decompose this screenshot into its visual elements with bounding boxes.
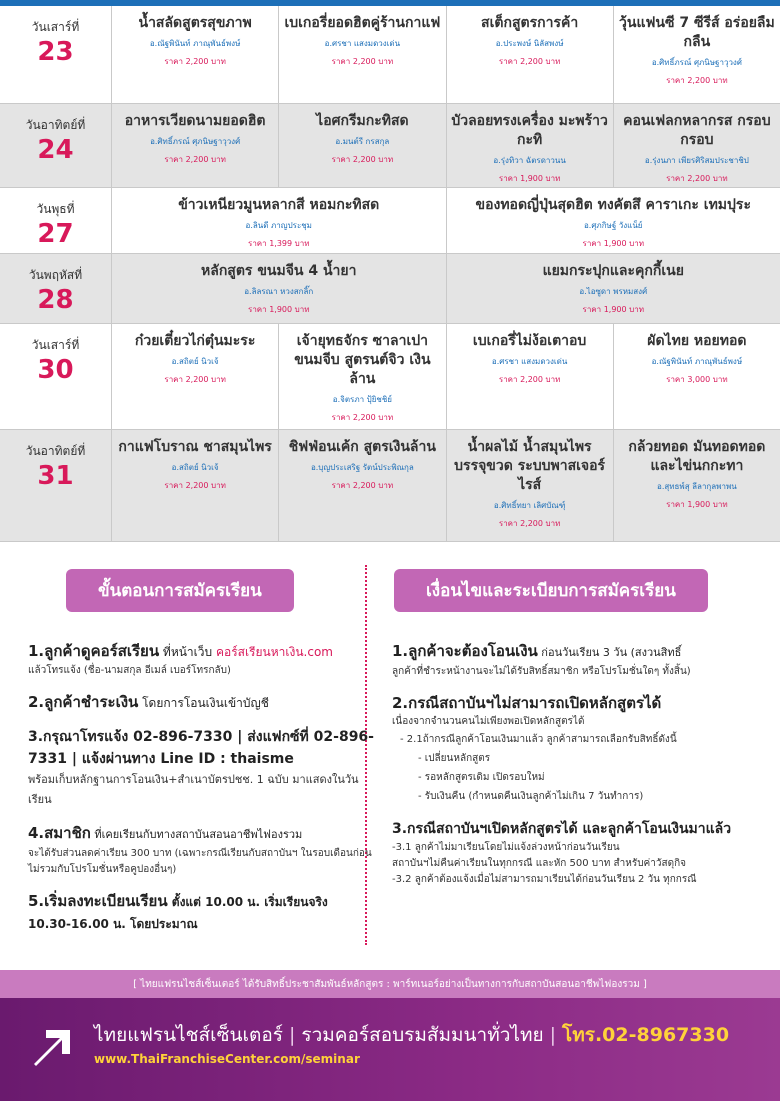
registration-conditions-header: เงื่อนไขและระเบียบการสมัครเรียน bbox=[394, 569, 708, 612]
condition-1 bbox=[392, 640, 762, 680]
course-card[interactable] bbox=[112, 430, 279, 541]
condition-3 bbox=[392, 818, 762, 888]
step-3-title: 3.กรุณาโทรแจ้ง 02-896-7330 | ส่งแฟกซ์ที่ 02-896-7331 | แจ้งผ่านทาง Line ID : thaisme bbox=[28, 729, 374, 767]
schedule-row bbox=[0, 254, 780, 324]
course-title: คอนเฟลกหลากรส กรอบ กรอบ bbox=[623, 113, 771, 148]
condition-1-title: 1.ลูกค้าจะต้องโอนเงิน bbox=[392, 642, 538, 660]
step-1 bbox=[28, 640, 378, 679]
date-cell bbox=[0, 430, 112, 541]
course-card[interactable] bbox=[447, 430, 614, 541]
course-instructor: อ.ศรชา แสงมดวงเด่น bbox=[491, 357, 568, 366]
course-price: ราคา 2,200 บาท bbox=[164, 375, 226, 384]
step-3 bbox=[28, 726, 378, 810]
course-title: น้ำผลไม้ น้ำสมุนไพร บรรจุขวด ระบบพาสเจอร์ไรส์ bbox=[454, 439, 606, 493]
footer-banner bbox=[0, 970, 780, 1101]
day-name: วันพฤหัสที่ bbox=[28, 268, 83, 282]
condition-1-detail: ก่อนวันเรียน 3 วัน (สงวนสิทธิ์ bbox=[537, 646, 682, 659]
course-card[interactable] bbox=[447, 6, 614, 103]
course-price: ราคา 1,900 บาท bbox=[248, 305, 310, 314]
condition-3-title: 3.กรณีสถาบันฯเปิดหลักสูตรได้ และลูกค้าโอนเงินมาแล้ว bbox=[392, 821, 732, 837]
condition-3-2: -3.2 ลูกค้าต้องแจ้งเมื่อไม่สามารถมาเรียนได้ก่อนวันเรียน 2 วัน ทุกกรณี bbox=[392, 874, 697, 885]
course-instructor: อ.รุ่งนภา เพียรศิริสมประชาชิป bbox=[644, 156, 749, 165]
course-card[interactable] bbox=[112, 104, 279, 187]
course-title: กาแฟโบราณ ชาสมุนไพร bbox=[118, 439, 272, 455]
course-price: ราคา 2,200 บาท bbox=[331, 481, 394, 490]
course-title: ผัดไทย หอยทอด bbox=[647, 333, 747, 349]
course-title: ชิฟฟ่อนเค้ก สูตรเงินล้าน bbox=[288, 439, 436, 455]
course-instructor: อ.ลิลรณา หวงสกลิ๊ก bbox=[244, 287, 314, 296]
course-price: ราคา 2,200 บาท bbox=[331, 413, 394, 422]
course-instructor: อ.รุ่งทิวา ฉัตรดาวนน bbox=[493, 156, 566, 165]
date-cell bbox=[0, 254, 112, 323]
course-price: ราคา 2,200 บาท bbox=[164, 155, 226, 164]
course-title: น้ำสลัดสูตรสุขภาพ bbox=[138, 15, 252, 31]
schedule-row bbox=[0, 104, 780, 188]
course-title: ของทอดญี่ปุ่นสุดฮิต ทงคัตสึ คาราเกะ เทมปุระ bbox=[475, 197, 751, 213]
registration-steps bbox=[28, 569, 378, 947]
day-number: 30 bbox=[37, 355, 74, 385]
course-card[interactable] bbox=[447, 324, 614, 429]
course-card[interactable] bbox=[112, 254, 447, 323]
course-price: ราคา 2,200 บาท bbox=[666, 174, 728, 183]
partner-note-strip bbox=[0, 970, 780, 998]
course-price: ราคา 2,200 บาท bbox=[498, 519, 561, 528]
course-card[interactable] bbox=[447, 104, 614, 187]
course-price: ราคา 1,900 บาท bbox=[666, 500, 728, 509]
day-number: 23 bbox=[37, 37, 74, 67]
step-5 bbox=[28, 890, 378, 935]
course-price: ราคา 1,900 บาท bbox=[582, 239, 644, 248]
course-card[interactable] bbox=[614, 6, 780, 103]
course-card[interactable] bbox=[614, 324, 780, 429]
course-card[interactable] bbox=[112, 324, 279, 429]
step-3-sub: พร้อมเก็บหลักฐานการโอนเงิน+สำเนาบัตรปชช. 1 ฉบับ มาแสดงในวันเรียน bbox=[28, 773, 359, 806]
course-price: ราคา 1,900 บาท bbox=[582, 305, 644, 314]
course-price: ราคา 1,900 บาท bbox=[498, 174, 561, 183]
step-4-sub: จะได้รับส่วนลดค่าเรียน 300 บาท (เฉพาะกรณีเรียนกับสถาบันฯ ในรอบเดือนก่อน ไม่รวมกับโปรโมชั่นหรือคูปองอื่นๆ) bbox=[28, 848, 372, 875]
course-title: บัวลอยทรงเครื่อง มะพร้าวกะทิ bbox=[451, 113, 608, 148]
brand-tagline: รวมคอร์สอบรมสัมมนาทั่วไทย bbox=[301, 1024, 544, 1046]
schedule-row bbox=[0, 6, 780, 104]
course-schedule bbox=[0, 6, 780, 542]
day-number: 27 bbox=[37, 219, 74, 249]
course-card[interactable] bbox=[614, 430, 780, 541]
course-instructor: อ.ประพงษ์ นิลัสพงษ์ bbox=[495, 39, 564, 48]
course-title: สเต็กสูตรการค้า bbox=[481, 15, 579, 31]
course-title: อาหารเวียดนามยอดฮิต bbox=[124, 113, 266, 129]
course-card[interactable] bbox=[447, 254, 780, 323]
date-cell bbox=[0, 104, 112, 187]
day-name: วันอาทิตย์ที่ bbox=[25, 118, 86, 132]
condition-3-1: -3.1 ลูกค้าไม่มาเรียนโดยไม่แจ้งล่วงหน้าก่อนวันเรียน bbox=[392, 842, 620, 853]
course-title: เบเกอรี่ไม่ง้อเตาอบ bbox=[472, 333, 587, 349]
course-instructor: อ.ณัฐพินันท์ ภาณุพันธ์พงษ์ bbox=[149, 39, 241, 48]
course-title: ก๋วยเตี๋ยวไก่ตุ๋นมะระ bbox=[134, 333, 256, 349]
course-instructor: อ.สถิตย์ นิวเจ้ bbox=[171, 463, 219, 472]
condition-3-1-detail: สถาบันฯไม่คืนค่าเรียนในทุกกรณี และหัก 500 บาท สำหรับค่าวัสดุกิจ bbox=[392, 858, 686, 869]
course-title: ข้าวเหนียวมูนหลากสี หอมกะทิสด bbox=[178, 197, 380, 213]
partner-note: [ ไทยแฟรนไชส์เซ็นเตอร์ ได้รับสิทธิ์ประชาสัมพันธ์หลักสูตร : พาร์ทเนอร์อย่างเป็นทางการกับสถาบันสอนอาชีพไฟองรวม ] bbox=[133, 978, 647, 990]
course-title: กล้วยทอด มันทอดทอด และไข่นกกะทา bbox=[628, 439, 766, 474]
course-instructor: อ.ลินดี ภาญประชุม bbox=[245, 221, 312, 230]
day-name: วันอาทิตย์ที่ bbox=[25, 444, 86, 458]
course-price: ราคา 2,200 บาท bbox=[164, 57, 226, 66]
course-instructor: อ.สถิตย์ นิวเจ้ bbox=[171, 357, 219, 366]
day-number: 31 bbox=[37, 461, 74, 491]
course-price: ราคา 2,200 บาท bbox=[498, 57, 561, 66]
course-instructor: อ.ศิทธิ์ทยา เลิศบัณฑุ์ bbox=[493, 501, 566, 510]
course-title: แยมกระปุกและคุกกี้เนย bbox=[542, 263, 684, 279]
course-instructor: อ.ไอซูดา พรหมสงศ์ bbox=[579, 287, 648, 296]
brand-line: ไทยแฟรนไชส์เซ็นเตอร์ | รวมคอร์สอบรมสัมมนาทั่วไทย | โทร.02-8967330 bbox=[94, 1024, 730, 1046]
course-instructor: อ.บุญประเสริฐ รัตน์ประพิณกุล bbox=[310, 463, 414, 472]
step-2-detail: โดยการโอนเงินเข้าบัญชี bbox=[138, 696, 269, 710]
course-price: ราคา 2,200 บาท bbox=[331, 57, 394, 66]
schedule-row bbox=[0, 430, 780, 542]
condition-2 bbox=[392, 692, 762, 806]
day-name: วันเสาร์ที่ bbox=[31, 338, 80, 352]
option-wait-new-round: - รอหลักสูตรเดิม เปิดรอบใหม่ bbox=[418, 772, 545, 783]
course-title: ไอศกรีมกะทิสด bbox=[316, 113, 409, 129]
date-cell bbox=[0, 324, 112, 429]
course-instructor: อ.สุทธพ์สุ ลีลากุลพาพน bbox=[657, 482, 737, 491]
step-1-detail: ที่หน้าเว็บ bbox=[159, 645, 216, 659]
step-4-title: 4.สมาชิก bbox=[28, 824, 91, 842]
course-instructor: อ.ณัฐพินันท์ ภาณุพันธ์พงษ์ bbox=[651, 357, 743, 366]
seminar-url-link[interactable]: www.ThaiFranchiseCenter.com/seminar bbox=[94, 1052, 360, 1066]
course-title: เจ้ายุทธจักร ซาลาเปา ขนมจีบ สูตรนต์จิว เงินล้าน bbox=[294, 333, 431, 387]
schedule-row bbox=[0, 324, 780, 430]
date-cell bbox=[0, 6, 112, 103]
option-change-course: - เปลี่ยนหลักสูตร bbox=[418, 753, 491, 764]
step-1-sub: แล้วโทรแจ้ง (ชื่อ-นามสกุล อีเมล์ เบอร์โทรกลับ) bbox=[28, 665, 231, 676]
course-instructor: อ.ศรชา แสงมดวงเด่น bbox=[324, 39, 401, 48]
step-4-detail: ที่เคยเรียนกับทางสถาบันสอนอาชีพไฟองรวม bbox=[90, 828, 303, 841]
step-5-time: 10.30-16.00 น. โดยประมาณ bbox=[28, 917, 198, 931]
course-price: ราคา 2,200 บาท bbox=[331, 155, 394, 164]
day-name: วันเสาร์ที่ bbox=[31, 20, 80, 34]
course-instructor: อ.มนต์รี กรสกุล bbox=[335, 137, 390, 146]
condition-2-title: 2.กรณีสถาบันฯไม่สามารถเปิดหลักสูตรได้ bbox=[392, 694, 662, 712]
step-2-title: 2.ลูกค้าชำระเงิน bbox=[28, 693, 139, 711]
course-instructor: อ.ศิทธิ์ภรณ์ ศุภนิษฐาวุวงศ์ bbox=[651, 58, 742, 67]
step-5-detail: ตั้งแต่ 10.00 น. เริ่มเรียนจริง bbox=[167, 895, 328, 909]
course-title: วุ้นแฟนซี 7 ซีรีส์ อร่อยลืมกลืน bbox=[619, 15, 775, 50]
info-section bbox=[0, 545, 780, 970]
course-card[interactable] bbox=[279, 6, 446, 103]
condition-2-sub: เนื่องจากจำนวนคนไม่เพียงพอเปิดหลักสูตรได้ bbox=[392, 716, 585, 727]
course-card[interactable] bbox=[614, 104, 780, 187]
course-instructor: อ.จิตรภา ปุ้ยิชชิย์ bbox=[332, 395, 392, 404]
course-card[interactable] bbox=[112, 188, 447, 253]
step-5-title: 5.เริ่มลงทะเบียนเรียน bbox=[28, 892, 168, 910]
condition-1-sub: ลูกค้าที่ชำระหน้างานจะไม่ได้รับสิทธิ์สมาชิก หรือโปรโมชั่นใดๆ ทั้งสิ้น) bbox=[392, 666, 691, 677]
course-title: เบเกอรี่ยอดฮิตคู่ร้านกาแฟ bbox=[284, 15, 441, 31]
course-card[interactable] bbox=[279, 104, 446, 187]
course-instructor: อ.ศุภกิษฐ์ วังแน็ย์ bbox=[584, 221, 643, 230]
course-price: ราคา 3,000 บาท bbox=[666, 375, 728, 384]
step-4 bbox=[28, 822, 378, 878]
date-cell bbox=[0, 188, 112, 253]
day-number: 28 bbox=[37, 285, 74, 315]
step-2 bbox=[28, 691, 378, 714]
registration-conditions bbox=[392, 569, 762, 900]
condition-2-1: - 2.1ถ้ากรณีลูกค้าโอนเงินมาแล้ว ลูกค้าสามารถเลือกรับสิทธิ์ดังนี้ bbox=[400, 734, 677, 745]
brand-name: ไทยแฟรนไชส์เซ็นเตอร์ bbox=[94, 1024, 283, 1046]
arrow-up-right-icon bbox=[26, 1018, 82, 1074]
course-title: หลักสูตร ขนมจีน 4 น้ำยา bbox=[201, 263, 357, 279]
footer-main bbox=[0, 998, 780, 1101]
registration-steps-header: ขั้นตอนการสมัครเรียน bbox=[66, 569, 294, 612]
course-instructor: อ.ศิทธิ์ภรณ์ ศุภนิษฐาวุวงศ์ bbox=[150, 137, 241, 146]
day-number: 24 bbox=[37, 135, 74, 165]
course-card[interactable] bbox=[279, 324, 446, 429]
schedule-row bbox=[0, 188, 780, 254]
course-price: ราคา 2,200 บาท bbox=[498, 375, 561, 384]
step-1-title: 1.ลูกค้าดูคอร์สเรียน bbox=[28, 642, 160, 660]
course-card[interactable] bbox=[447, 188, 780, 253]
day-name: วันพุธที่ bbox=[36, 202, 75, 216]
course-card[interactable] bbox=[112, 6, 279, 103]
course-price: ราคา 2,200 บาท bbox=[666, 76, 728, 85]
contact-phone[interactable]: โทร.02-8967330 bbox=[562, 1024, 730, 1046]
course-price: ราคา 2,200 บาท bbox=[164, 481, 226, 490]
option-refund: - รับเงินคืน (กำหนดคืนเงินลูกค้าไม่เกิน 7 วันทำการ) bbox=[418, 791, 644, 802]
course-website-link[interactable]: คอร์สเรียนหาเงิน.com bbox=[215, 645, 333, 659]
course-price: ราคา 1,399 บาท bbox=[248, 239, 310, 248]
course-card[interactable] bbox=[279, 430, 446, 541]
